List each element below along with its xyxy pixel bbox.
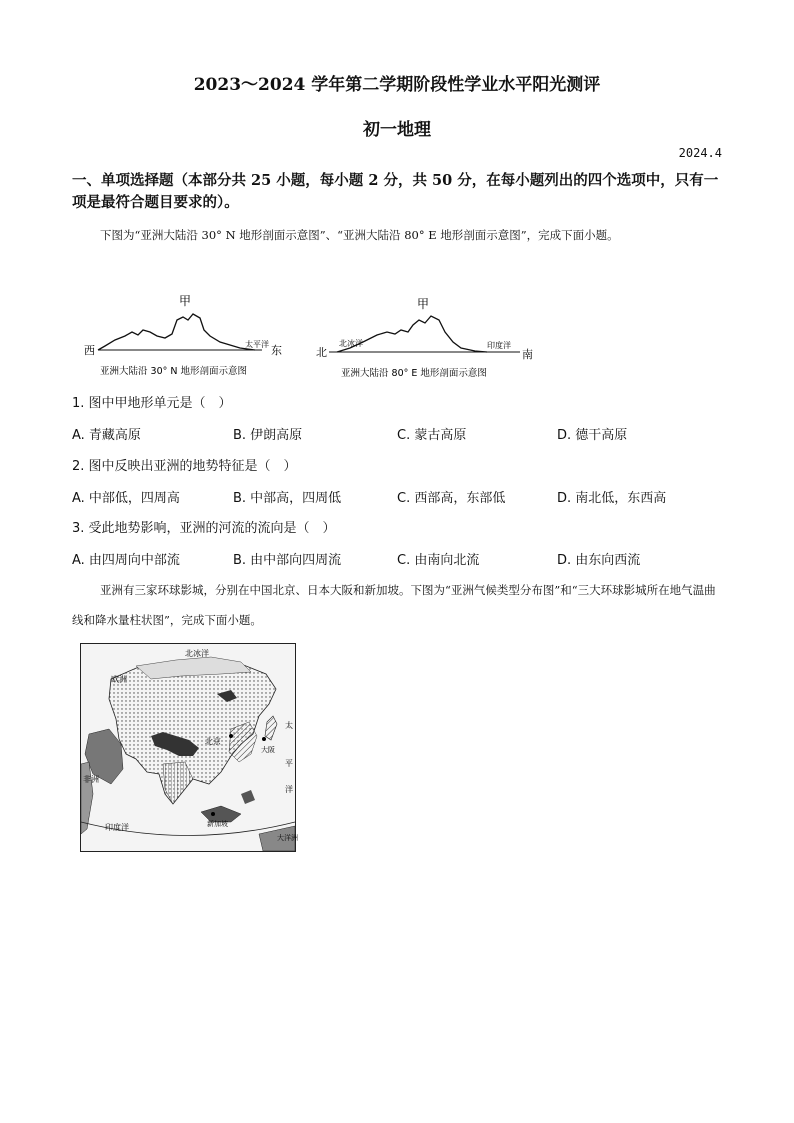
- label-pacific-1: 太: [285, 721, 293, 730]
- label-indian-ocean: 印度洋: [105, 823, 129, 832]
- question-3-option-d[interactable]: D. 由东向西流: [557, 553, 641, 568]
- profile-80e-south: 南: [522, 348, 533, 361]
- profile-80e-ocean-n: 北冰洋: [339, 339, 363, 348]
- asia-climate-map-drawing: [81, 644, 298, 851]
- label-singapore: 新加坡: [207, 820, 228, 828]
- question-1-option-d[interactable]: D. 德干高原: [557, 428, 628, 443]
- label-pacific-3: 洋: [285, 785, 293, 794]
- intro-paragraph-2: 亚洲有三家环球影城，分别在中国北京、日本大阪和新加坡。下图为“亚洲气候类型分布图”和“三大环球影城所在地气温曲线和降水量柱状图”，完成下面小题。: [72, 583, 716, 627]
- question-2-option-c[interactable]: C. 西部高，东部低: [397, 491, 506, 506]
- question-2-option-b[interactable]: B. 中部高，四周低: [233, 491, 342, 506]
- subject-title: 初一地理: [363, 120, 431, 140]
- profile-80e-caption: 亚洲大陆沿 80° E 地形剖面示意图: [341, 368, 487, 379]
- question-1-option-a[interactable]: A. 青藏高原: [72, 428, 141, 443]
- profile-30n-peak-label: 甲: [178, 294, 192, 308]
- question-2-stem: 2. 图中反映出亚洲的地势特征是（ ）: [72, 459, 297, 474]
- profile-30n-ocean: 太平洋: [245, 340, 269, 349]
- label-arctic: 北冰洋: [185, 649, 209, 658]
- label-oceania: 大洋洲: [277, 834, 298, 842]
- asia-climate-map: [80, 643, 296, 852]
- osaka-marker: [262, 737, 266, 741]
- profile-80e-peak-label: 甲: [416, 297, 430, 311]
- intro-paragraph-1: 下图为“亚洲大陆沿 30° N 地形剖面示意图”、“亚洲大陆沿 80° E 地形剖面示意图”，完成下面小题。: [100, 228, 619, 242]
- beijing-marker: [229, 734, 233, 738]
- question-2-option-d[interactable]: D. 南北低，东西高: [557, 491, 667, 506]
- profile-30n-figure: [80, 290, 290, 385]
- question-2-option-a[interactable]: A. 中部低，四周高: [72, 491, 180, 506]
- label-pacific-2: 平: [285, 759, 293, 768]
- label-osaka: 大阪: [261, 746, 275, 754]
- question-3-option-b[interactable]: B. 由中部向四周流: [233, 553, 342, 568]
- question-3-option-c[interactable]: C. 由南向北流: [397, 553, 480, 568]
- profile-30n-caption: 亚洲大陆沿 30° N 地形剖面示意图: [100, 366, 248, 377]
- question-3-option-a[interactable]: A. 由四周向中部流: [72, 553, 180, 568]
- section-heading: 一、单项选择题（本部分共 25 小题，每小题 2 分，共 50 分，在每小题列出的四个选项中，只有一项是最符合题目要求的）。: [72, 172, 719, 211]
- question-1-option-c[interactable]: C. 蒙古高原: [397, 428, 467, 443]
- profile-80e-north: 北: [316, 346, 327, 359]
- profile-80e-ocean-s: 印度洋: [487, 341, 511, 350]
- question-1-option-b[interactable]: B. 伊朗高原: [233, 428, 303, 443]
- profile-30n-line: [98, 314, 255, 350]
- profile-30n-west: 西: [84, 344, 95, 357]
- label-africa: 非洲: [83, 775, 99, 784]
- exam-date: 2024.4: [678, 146, 722, 160]
- question-3-stem: 3. 受此地势影响，亚洲的河流的流向是（ ）: [72, 521, 336, 536]
- question-1-stem: 1. 图中甲地形单元是（ ）: [72, 396, 232, 411]
- label-beijing: 北京: [205, 737, 221, 746]
- page-title: 2023～2024 学年第二学期阶段性学业水平阳光测评: [193, 75, 601, 95]
- singapore-marker: [211, 812, 215, 816]
- profile-80e-figure: [315, 290, 540, 385]
- profile-30n-east: 东: [271, 344, 282, 357]
- label-europe: 欧洲: [111, 675, 127, 684]
